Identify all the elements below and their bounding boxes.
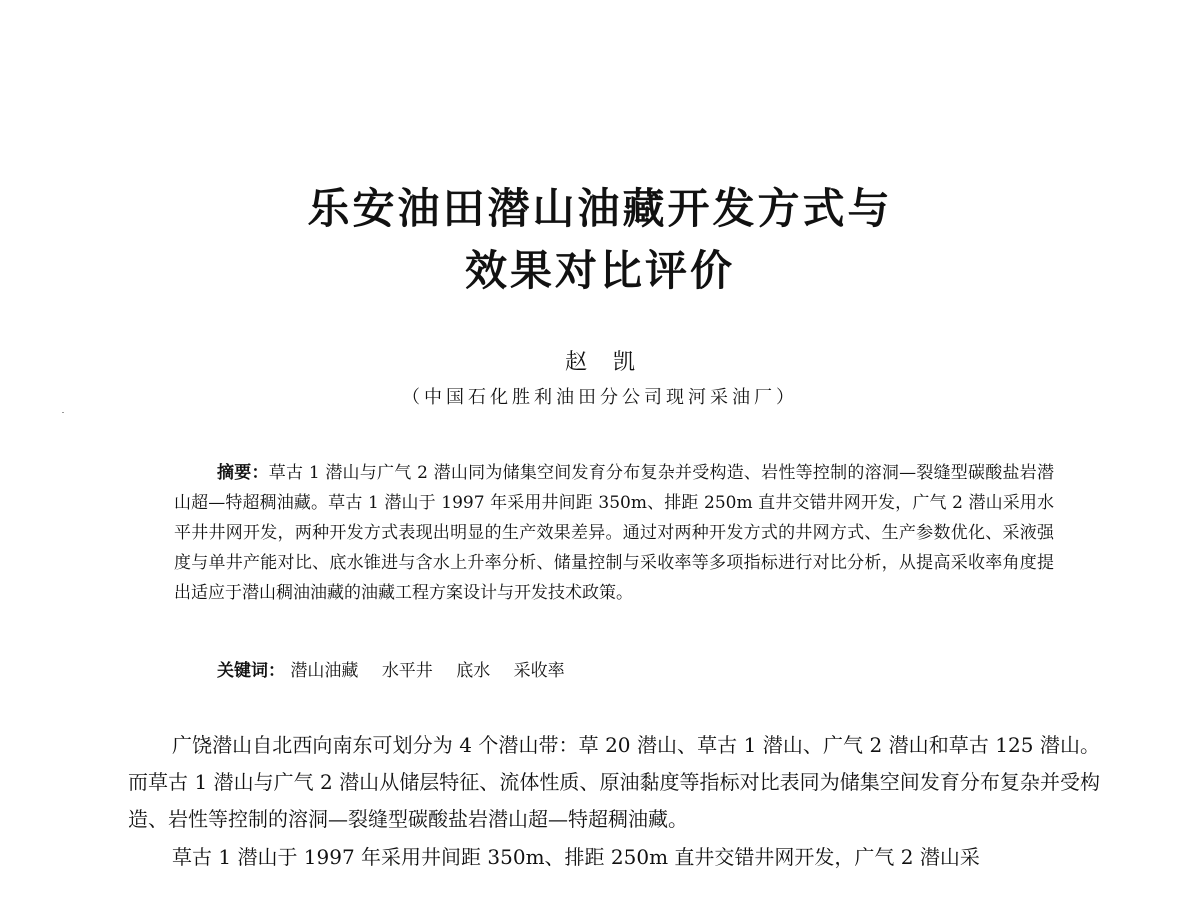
keyword-item: 采收率 <box>513 661 565 681</box>
keywords-label: 关键词： <box>217 661 285 681</box>
paper-title-line-2: 效果对比评价 <box>464 246 735 295</box>
keyword-item: 底水 <box>456 661 491 681</box>
paper-title-line-1: 乐安油田潜山油藏开发方式与 <box>307 184 893 233</box>
scan-speck <box>62 412 64 413</box>
keyword-item: 水平井 <box>381 661 433 681</box>
abstract-label: 摘要： <box>217 463 269 483</box>
body-paragraph-2: 草古 1 潜山于 1997 年采用井间距 350m、排距 250m 直井交错井网开发，广气 2 潜山采 <box>172 845 980 869</box>
author-affiliation: （中国石化胜利油田分公司现河采油厂） <box>402 387 798 408</box>
abstract <box>174 458 1054 608</box>
keywords <box>217 656 583 681</box>
author-name: 赵凯 <box>564 350 661 375</box>
keyword-item: 潜山油藏 <box>290 661 359 681</box>
body-paragraph-1: 广饶潜山自北西向南东可划分为 4 个潜山带：草 20 潜山、草古 1 潜山、广气 2 潜山和草古 125 潜山。而草古 1 潜山与广气 2 潜山从储层特征、流体性质、原油黏度等指标对比表同为储集空间发育分布复杂并受构造、岩性等控制的溶洞—裂缝型碳酸盐岩潜山超—特超稠油藏。 <box>128 733 1100 831</box>
abstract-text: 草古 1 潜山与广气 2 潜山同为储集空间发育分布复杂并受构造、岩性等控制的溶洞—裂缝型碳酸盐岩潜山超—特超稠油藏。草古 1 潜山于 1997 年采用井间距 350m、排距 250m 直井交错井网开发，广气 2 潜山采用水平井井网开发，两种开发方式表现出明显的生产效果差异。通过对两种开发方式的井网方式、生产参数优化、采液强度与单井产能对比、底水锥进与含水上升率分析、储量控制与采收率等多项指标进行对比分析，从提高采收率角度提出适应于潜山稠油油藏的油藏工程方案设计与开发技术政策。 <box>174 463 1055 603</box>
